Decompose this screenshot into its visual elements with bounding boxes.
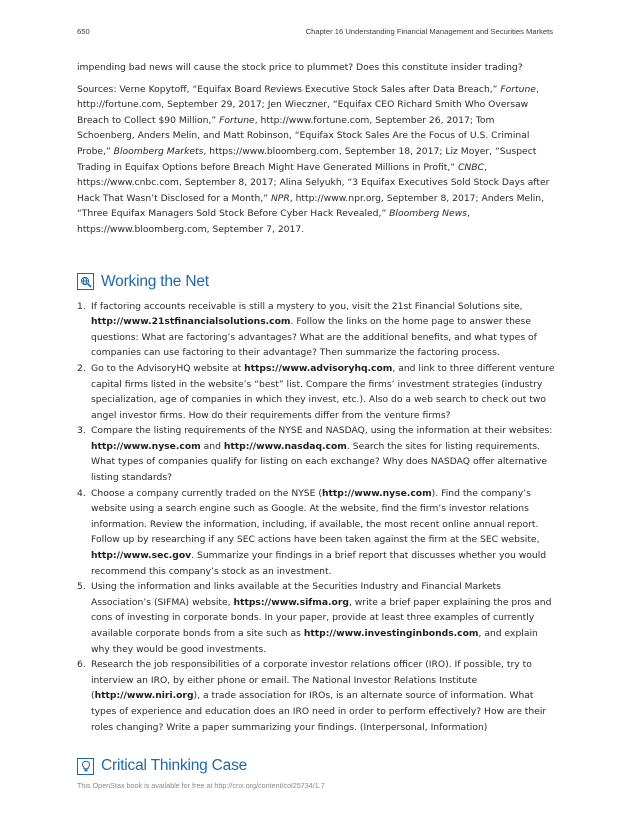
working-the-net-heading: [77, 271, 555, 293]
working-the-net-list: [77, 299, 555, 736]
list-item: 4. Choose a company currently traded on the NYSE (http://www.nyse.com). Find the company’s website using a search engine such as Google. At the website, find the firm’s investor relations information. Review the information, including, if available, the most recent online annual report. Follow up by researching if any SEC actions have been taken against the firm at the SEC website, http://www.sec.gov. Summarize your findings in a brief report that discusses whether you would recommend this company’s stock as an investment.: [77, 487, 547, 577]
intro-text: impending bad news will cause the stock price to plummet? Does this constitute insider trading?: [77, 62, 523, 73]
page-content: [77, 60, 555, 783]
globe-magnifier-icon: [77, 273, 94, 290]
section-title-working-the-net: Working the Net: [101, 272, 209, 290]
critical-thinking-heading: [77, 755, 555, 777]
section-title-critical-thinking: Critical Thinking Case: [101, 757, 248, 775]
list-item: 2. Go to the AdvisoryHQ website at https://www.advisoryhq.com, and link to three different venture capital firms listed in the website’s “best” list. Compare the firms’ investment strategies (industry specialization, age of companies in which they invest, etc.). Also do a web search to check out two angel investor firms. How do their requirements differ from the venture firms?: [77, 362, 555, 421]
page-number: 650: [77, 27, 90, 36]
page-header: [77, 27, 553, 39]
link[interactable]: http://www.21stfinancialsolutions.com: [91, 316, 291, 328]
list-item: 3. Compare the listing requirements of the NYSE and NASDAQ, using the information at their websites: http://www.nyse.com and http://www.nasdaq.com. Search the sites for listing requirements. What types of companies qualify for listing on each exchange? Why does NASDAQ offer alternative listing standards?: [77, 425, 553, 484]
sources-paragraph: Sources: Verne Kopytoff, “Equifax Board Reviews Executive Stock Sales after Data Breach,” Fortune, http://fortune.com, September 29, 2017; Jen Wieczner, “Equifax CEO Richard Smith Who Oversaw Breach to Collect $90 Million,” Fortune, http://www.fortune.com, September 26, 2017; Tom Schoenberg, Anders Melin, and Matt Robinson, “Equifax Stock Sales Are the Focus of U.S. Criminal Probe,” Bloomberg Markets, https://www.bloomberg.com, September 18, 2017; Liz Moyer, “Suspect Trading in Equifax Options before Breach Might Have Generated Millions in Profit,” CNBC, https://www.cnbc.com, September 8, 2017; Alina Selyukh, “3 Equifax Executives Sold Stock Days after Hack That Wasn’t Disclosed for a Month,” NPR, http://www.npr.org, September 8, 2017; Anders Melin, “Three Equifax Managers Sold Stock Before Cyber Hack Revealed,” Bloomberg News, https://www.bloomberg.com, September 7, 2017.: [77, 83, 550, 235]
link[interactable]: http://www.nasdaq.com: [223, 440, 347, 452]
link[interactable]: http://www.niri.org: [94, 690, 194, 702]
link[interactable]: http://www.nyse.com: [91, 440, 201, 452]
lightbulb-icon: [77, 758, 94, 775]
page-footer: This OpenStax book is available for free at http://cnx.org/content/col25734/1.7: [77, 781, 325, 790]
link[interactable]: http://www.nyse.com: [321, 487, 432, 499]
chapter-title: Chapter 16 Understanding Financial Management and Securities Markets: [305, 27, 553, 36]
list-item: 5. Using the information and links available at the Securities Industry and Financial Markets Association’s (SIFMA) website, https://www.sifma.org, write a brief paper explaining the pros and cons of investing in corporate bonds. In your paper, provide at least three examples of currently available corporate bonds from a site such as http://www.investinginbonds.com, and explain why they would be good investments.: [77, 581, 552, 655]
link[interactable]: https://www.advisoryhq.com: [244, 362, 393, 374]
link[interactable]: http://www.sec.gov: [91, 550, 192, 562]
list-item: 6. Research the job responsibilities of a corporate investor relations officer (IRO). If possible, try to interview an IRO, by either phone or email. The National Investor Relations Institute (http://www.niri.org), a trade association for IROs, is an alternate source of information. What types of experience and education does an IRO need in order to perform effectively? How are their roles changing? Write a paper summarizing your findings. (Interpersonal, Information): [77, 659, 547, 733]
list-item: 1. If factoring accounts receivable is still a mystery to you, visit the 21st Financial Solutions site, http://www.21stfinancialsolutions.com. Follow the links on the home page to answer these questions: What are factoring’s advantages? What are the additional benefits, and what types of companies can use factoring to their advantage? Then summarize the factoring process.: [77, 300, 537, 359]
link[interactable]: http://www.investinginbonds.com: [303, 628, 479, 639]
link[interactable]: https://www.sifma.org: [233, 596, 349, 608]
